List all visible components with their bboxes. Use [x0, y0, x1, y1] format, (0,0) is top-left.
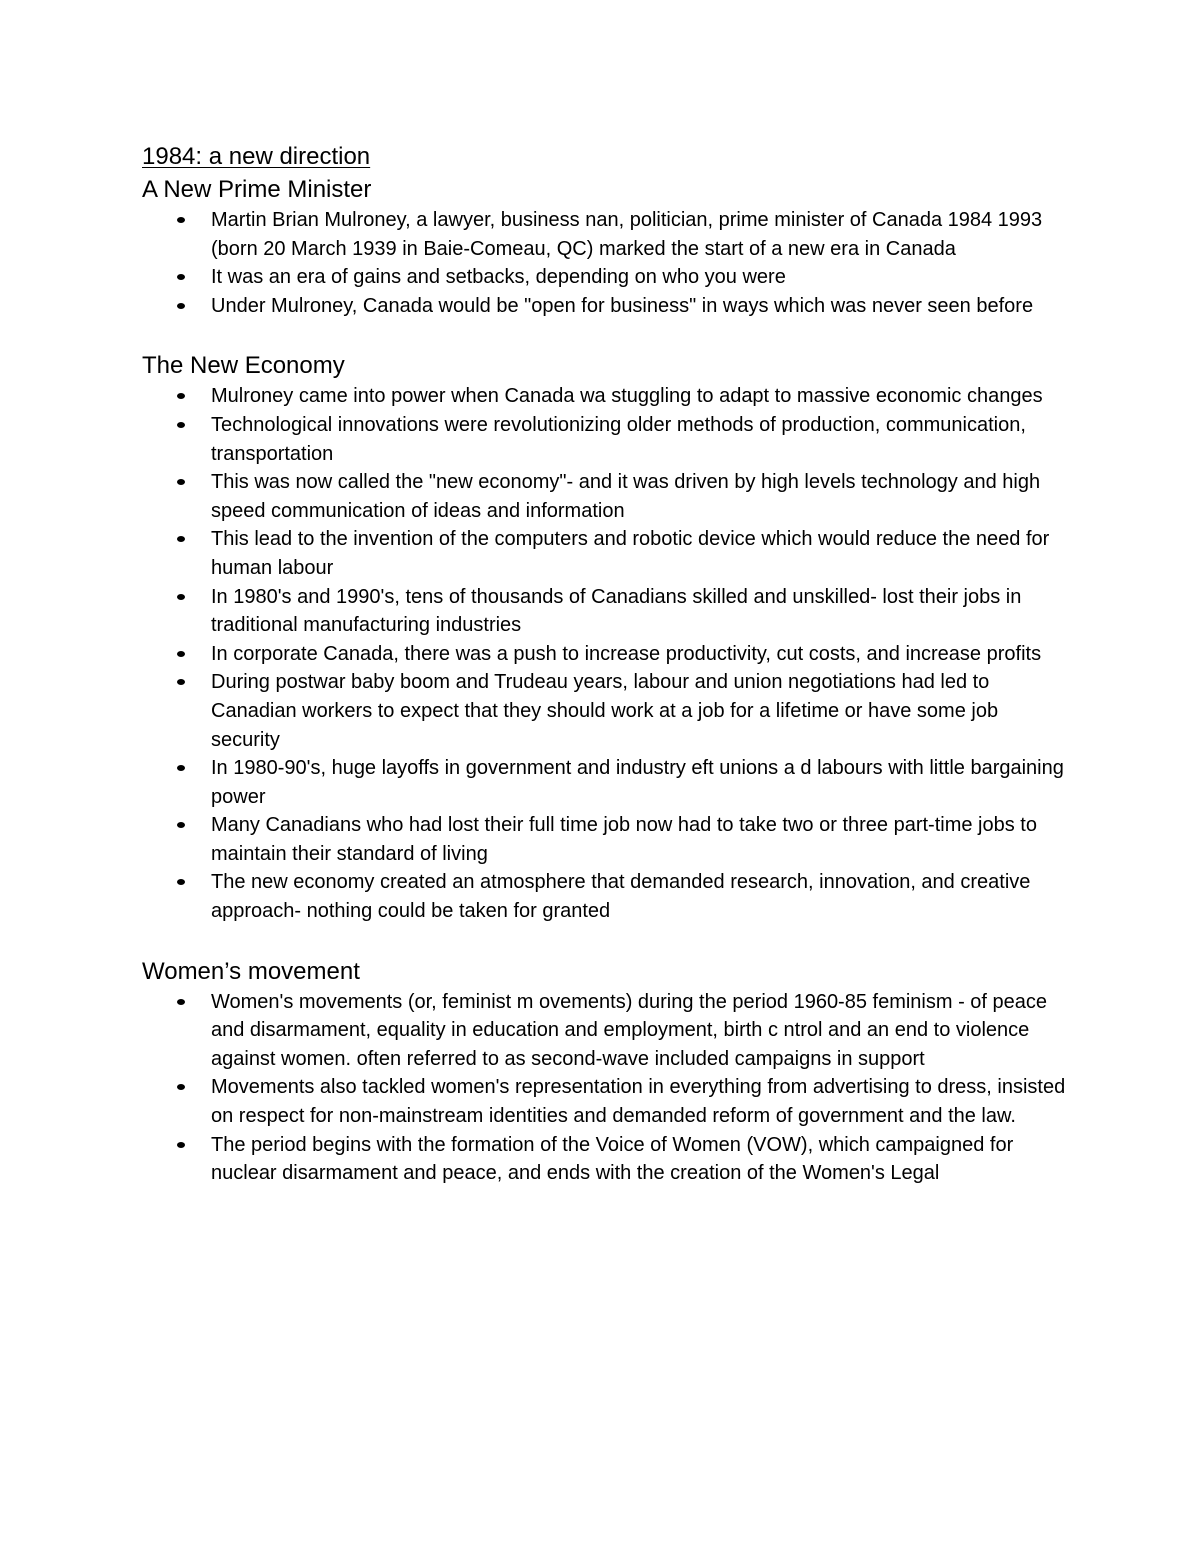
list-item: [211, 868, 1072, 925]
section-new-economy: [142, 349, 1072, 925]
list-item-text: It was an era of gains and setbacks, depending on who you were: [211, 266, 786, 289]
list-item-text: During postwar baby boom and Trudeau years, labour and union negotiations had led to Canadian workers to expect that they should work at a job for a lifetime or have some job security: [211, 671, 999, 751]
bullet-icon: [177, 1142, 185, 1148]
bullet-icon: [177, 594, 185, 600]
list-item-text: Movements also tackled women's representation in everything from advertising to dress, insisted on respect for non-mainstream identities and demanded reform of government and the law.: [211, 1076, 1066, 1128]
bullet-icon: [177, 1084, 185, 1090]
list-item: [211, 468, 1072, 525]
list-item: [211, 1131, 1072, 1188]
list-item: [211, 811, 1072, 868]
list-item-text: In corporate Canada, there was a push to increase productivity, cut costs, and increase profits: [211, 642, 1042, 665]
list-item-text: Martin Brian Mulroney, a lawyer, business nan, politician, prime minister of Canada 1984 1993 (born 20 March 1939 in Baie-Comeau, QC) marked the start of a new era in Canada: [211, 209, 1043, 260]
section-heading: A New Prime Minister: [142, 176, 372, 203]
list-item: [211, 640, 1072, 669]
bullet-icon: [177, 999, 185, 1005]
bullet-icon: [177, 536, 185, 542]
list-item: [211, 206, 1072, 263]
list-item-text: Technological innovations were revolutionizing older methods of production, communication, transportation: [211, 413, 1026, 465]
list-item-text: The period begins with the formation of the Voice of Women (VOW), which campaigned for nuclear disarmament and peace, and ends with the creation of the Women's Legal: [211, 1133, 1014, 1185]
bullet-list: [142, 988, 1072, 1188]
bullet-icon: [177, 765, 185, 771]
bullet-list: [142, 206, 1072, 320]
list-item: [211, 988, 1072, 1074]
list-item: [211, 292, 1072, 321]
list-item: [211, 263, 1072, 292]
bullet-icon: [177, 274, 185, 280]
bullet-icon: [177, 422, 185, 428]
list-item: [211, 411, 1072, 468]
document-title: 1984: a new direction: [142, 143, 371, 170]
section-new-prime-minister: [142, 173, 1072, 320]
list-item-text: This was now called the "new economy"- and it was driven by high levels technology and high speed communication of ideas and information: [211, 471, 1041, 522]
section-heading: Women’s movement: [142, 957, 360, 985]
list-item: [211, 754, 1072, 811]
bullet-icon: [177, 217, 185, 223]
list-item-text: Under Mulroney, Canada would be "open for business" in ways which was never seen before: [211, 294, 1034, 317]
section-heading: The New Economy: [142, 352, 345, 380]
bullet-list: [142, 382, 1072, 925]
list-item-text: This lead to the invention of the computers and robotic device which would reduce the need for human labour: [211, 528, 1050, 579]
list-item: [211, 382, 1072, 411]
section-womens-movement: [142, 955, 1072, 1188]
document-page: [142, 140, 1072, 1188]
bullet-icon: [177, 651, 185, 657]
bullet-icon: [177, 303, 185, 309]
list-item-text: In 1980-90's, huge layoffs in government and industry eft unions a d labours with little bargaining power: [211, 757, 1064, 808]
list-item: [211, 583, 1072, 640]
list-item-text: The new economy created an atmosphere that demanded research, innovation, and creative approach- nothing could be taken for granted: [211, 871, 1031, 923]
list-item: [211, 525, 1072, 582]
bullet-icon: [177, 879, 185, 885]
list-item-text: Many Canadians who had lost their full time job now had to take two or three part-time jobs to maintain their standard of living: [211, 814, 1037, 865]
bullet-icon: [177, 393, 185, 399]
bullet-icon: [177, 679, 185, 685]
list-item-text: In 1980's and 1990's, tens of thousands of Canadians skilled and unskilled- lost their jobs in traditional manufacturing industries: [211, 585, 1022, 637]
list-item-text: Women's movements (or, feminist m ovements) during the period 1960-85 feminism - of peace and disarmament, equality in education and employment, birth c ntrol and an end to violence against women. often referred to as second-wave included campaigns in support: [211, 990, 1048, 1070]
list-item-text: Mulroney came into power when Canada wa stuggling to adapt to massive economic changes: [211, 385, 1043, 408]
bullet-icon: [177, 822, 185, 828]
bullet-icon: [177, 479, 185, 485]
list-item: [211, 1073, 1072, 1130]
list-item: [211, 668, 1072, 754]
